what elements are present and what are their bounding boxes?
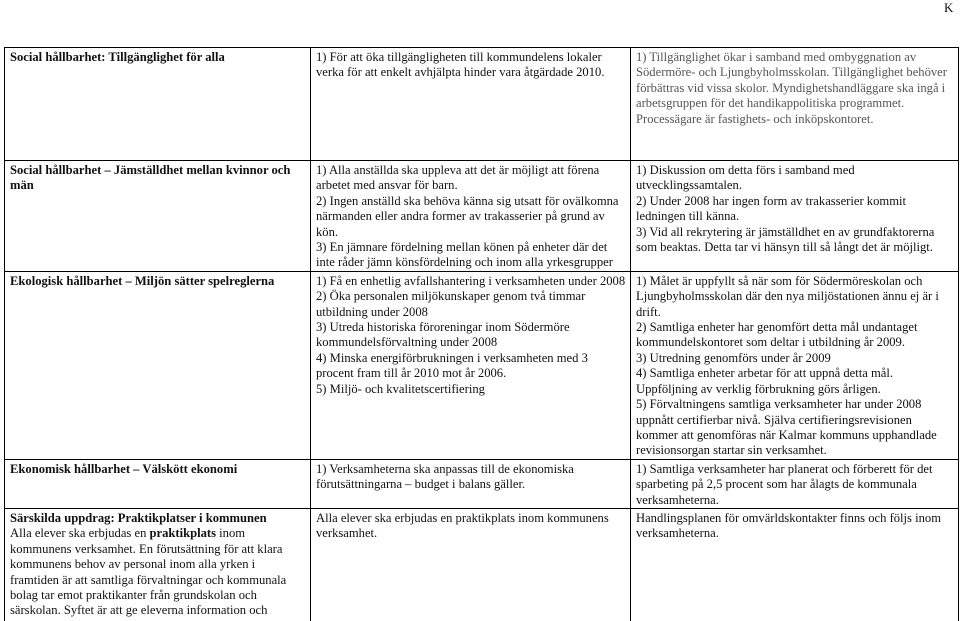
table-row: [5, 48, 959, 161]
goal-cell: [311, 508, 631, 621]
goals-table: [4, 47, 959, 621]
goal-item: 1) Få en enhetlig avfallshantering i verksamheten under 2008: [316, 273, 626, 288]
result-cell: [631, 508, 959, 621]
result-item: 2) Samtliga enheter har genomfört detta mål undantaget kommundelskontoret som deltar i utbildning år 2009.: [636, 320, 918, 350]
goal-item: 3) En jämnare fördelning mellan könen på enheter där det inte råder jämn könsfördelning och inom alla yrkesgrupper: [316, 240, 613, 270]
row-title: Ekonomisk hållbarhet – Välskött ekonomi: [10, 461, 238, 476]
row-title-cell: [5, 459, 311, 508]
row-title: Ekologisk hållbarhet – Miljön sätter spelreglerna: [10, 273, 275, 288]
row-title-cell: [5, 48, 311, 161]
table-row: [5, 161, 959, 272]
row-title-cell: [5, 508, 311, 621]
result-cell: [631, 271, 959, 459]
row-title: Särskilda uppdrag: Praktikplatser i kommunen: [10, 510, 267, 525]
row-title: Social hållbarhet – Jämställdhet mellan kvinnor och män: [10, 163, 291, 193]
page-corner-letter: K: [944, 0, 954, 15]
goal-text: Alla elever ska erbjudas en praktikplats inom kommunens verksamhet.: [316, 510, 609, 541]
goal-cell: [311, 48, 631, 161]
result-item: 3) Vid all rekrytering är jämställdhet en av grundfaktorerna som beaktas. Detta tar vi hänsyn till så långt det är möjligt.: [636, 224, 935, 255]
table-row: [5, 508, 959, 621]
result-text: 1) Tillgänglighet ökar i samband med ombyggnation av Södermöre- och Ljungbyholmsskolan. Tillgänglighet behöver förbättras vid vissa skolor. Myndighetshandläggare ska ingå i arbetsgruppen för det handikappolitiska programmet. Processägare är fastighets- och inköpskontoret.: [636, 50, 947, 126]
goal-item: 2) Ingen anställd ska behöva känna sig utsatt för ovälkomna närmanden eller andra former av trakasserier på grund av kön.: [316, 193, 619, 239]
row-title-cell: [5, 161, 311, 272]
result-item: 2) Under 2008 har ingen form av trakasserier kommit ledningen till känna.: [636, 193, 906, 224]
goal-text: 1) Verksamheterna ska anpassas till de ekonomiska förutsättningarna – budget i balans gäller.: [316, 461, 574, 492]
result-cell: [631, 161, 959, 272]
result-text: 1) Samtliga verksamheter har planerat och förberett för det sparbeting på 2,5 procent som har ålagts de kommunala verksamheterna.: [636, 461, 933, 507]
result-item: 3) Utredning genomförs under år 2009: [636, 350, 831, 365]
goal-item: 3) Utreda historiska föroreningar inom Södermöre kommundelsförvaltning under 2008: [316, 320, 570, 350]
goal-text: 1) För att öka tillgängligheten till kommundelens lokaler verka för att enkelt avhjälpta hinder vara åtgärdade 2010.: [316, 50, 605, 80]
goal-cell: [311, 459, 631, 508]
row-body-bold: praktikplats: [149, 526, 217, 541]
row-title: Social hållbarhet: Tillgänglighet för alla: [10, 50, 225, 64]
goal-item: 1) Alla anställda ska uppleva att det är möjligt att förena arbetet med ansvar för barn.: [316, 163, 600, 193]
result-cell: [631, 48, 959, 161]
goal-item: 2) Öka personalen miljökunskaper genom två timmar utbildning under 2008: [316, 289, 586, 319]
row-title-cell: [5, 271, 311, 459]
goal-cell: [311, 271, 631, 459]
table-row: [5, 459, 959, 508]
table-row: [5, 271, 959, 459]
goal-item: 5) Miljö- och kvalitetscertifiering: [316, 381, 485, 396]
result-item: 4) Samtliga enheter arbetar för att uppnå detta mål. Uppföljning av verklig förbrukning görs årligen.: [636, 366, 894, 396]
result-cell: [631, 459, 959, 508]
row-body-pre: Alla elever ska erbjudas en: [10, 526, 150, 541]
row-body-text: [10, 526, 306, 618]
goal-cell: [311, 161, 631, 272]
result-item: 1) Diskussion om detta förs i samband med utvecklingssamtalen.: [636, 163, 855, 193]
result-item: 5) Förvaltningens samtliga verksamheter har under 2008 uppnått certifierbar nivå. Själva certifieringsrevisionen kommer att genomföras när Kalmar kommuns upphandlade revisionsorgan startar sin verksamhet.: [636, 397, 937, 458]
row-body-post: inom kommunens verksamhet. En förutsättning för att klara kommunens behov av personal inom alla yrken i framtiden är att samtliga förvaltningar och kommunala bolag tar emot praktikanter från grundskolan och särskolan. Syftet är att ge eleverna information och: [10, 526, 287, 618]
result-item: 1) Målet är uppfyllt så när som för Södermöreskolan och Ljungbyholmsskolan där den nya miljöstationen ännu ej är i drift.: [636, 273, 939, 319]
goal-item: 4) Minska energiförbrukningen i verksamheten med 3 procent fram till år 2010 mot år 2006.: [316, 350, 588, 381]
result-text: Handlingsplanen för omvärldskontakter finns och följs inom verksamheterna.: [636, 510, 941, 541]
